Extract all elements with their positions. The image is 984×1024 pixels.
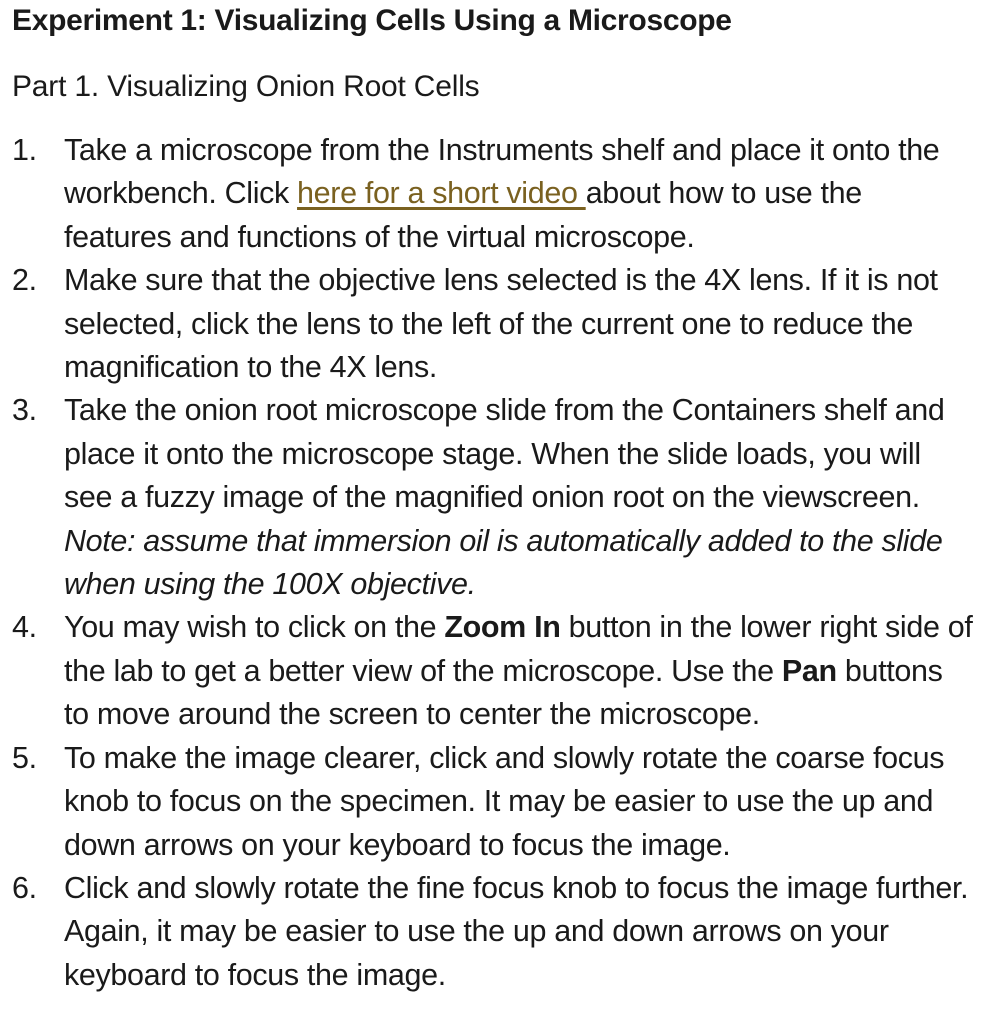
step-text: Take a microscope from the Instruments shelf and place it onto the workbench. Click [64,133,940,211]
step-text: Click and slowly rotate the fine focus knob to focus the image further. Again, it may be easier to use the up and down arrows on your keyboard to focus the image. [64,870,969,992]
step-number: 6. [12,870,37,905]
step-text: To make the image clearer, click and slowly rotate the coarse focus knob to focus on the specimen. It may be easier to use the up and down arrows on your keyboard to focus the image. [64,740,945,862]
list-item-step-1 [12,129,974,259]
step-text: You may wish to click on the [64,610,445,645]
pan-term: Pan [781,653,837,688]
step-number: 3. [12,393,37,428]
immersion-oil-note: Note: assume that immersion oil is automatically added to the slide when using the 100X objective. [64,523,943,602]
step-text: button in the lower right side of the lab to get a better view of the microscope. Use the [64,610,973,688]
instruction-list [12,129,974,997]
zoom-in-term: Zoom In [444,610,561,645]
step-number: 2. [12,263,37,298]
step-text: Make sure that the objective lens selected is the 4X lens. If it is not selected, click the lens to the left of the current one to reduce the magnification to the 4X lens. [64,263,938,385]
step-number: 1. [12,133,37,167]
step-number: 4. [12,610,37,645]
document-page [12,0,974,997]
section-subtitle: Part 1. Visualizing Onion Root Cells [12,70,480,103]
step-text: about how to use the features and functions of the virtual microscope. [64,176,862,254]
list-item-step-4 [12,606,974,736]
step-text: buttons to move around the screen to center the microscope. [64,653,943,732]
step-text: Take the onion root microscope slide from the Containers shelf and place it onto the microscope stage. When the slide loads, you will see a fuzzy image of the magnified onion root on the viewscreen. [64,393,945,515]
list-item-step-2 [12,259,974,389]
step-number: 5. [12,740,37,775]
list-item-step-5 [12,737,974,867]
list-item-step-6 [12,867,974,997]
page-title: Experiment 1: Visualizing Cells Using a Microscope [12,4,732,37]
list-item-step-3 [12,389,974,606]
short-video-link[interactable]: here for a short video [297,176,586,211]
